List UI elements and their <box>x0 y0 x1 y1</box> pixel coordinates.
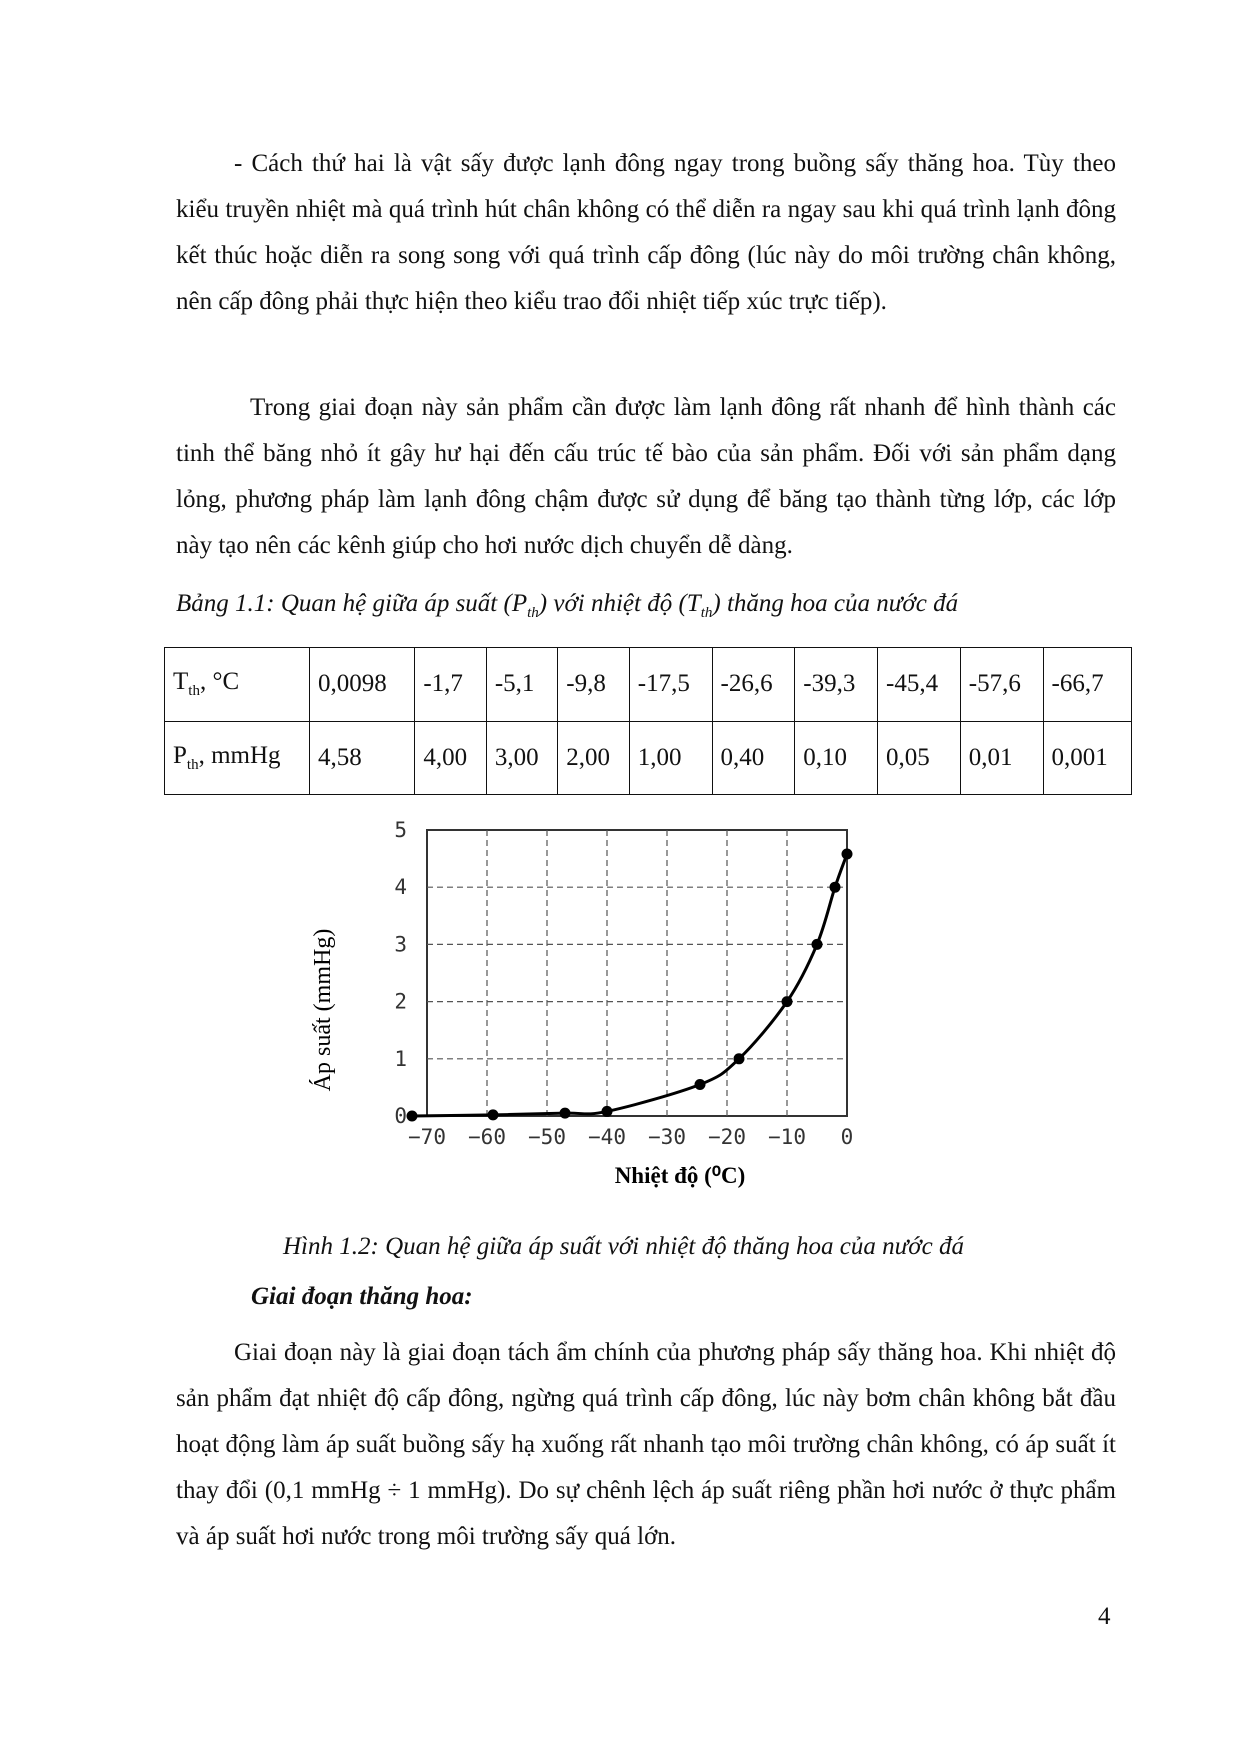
series-curve <box>412 854 847 1116</box>
data-point <box>842 849 853 860</box>
y-tick-label: 5 <box>394 818 407 842</box>
table-cell: -66,7 <box>1043 648 1132 722</box>
data-point <box>734 1053 745 1064</box>
table-cell: 1,00 <box>629 721 712 795</box>
x-tick-label: −40 <box>588 1125 626 1149</box>
x-tick-label: −10 <box>768 1125 806 1149</box>
table-cell: 2,00 <box>558 721 629 795</box>
data-point <box>830 882 841 893</box>
y-tick-label: 3 <box>394 932 407 957</box>
data-point <box>695 1079 706 1090</box>
x-axis-title: Nhiệt độ (⁰C) <box>614 1163 746 1188</box>
table-cell: -39,3 <box>795 648 878 722</box>
table-cell: -9,8 <box>558 648 629 722</box>
chart-svg <box>300 815 980 1195</box>
table-caption: Bảng 1.1: Quan hệ giữa áp suất $(P_{th})$ với nhiệt độ $(T_{th})$ thăng hoa của nước đá <box>176 590 959 621</box>
y-axis-title: Áp suất (mmHg) <box>310 928 336 1092</box>
row-header-temperature: $T_{th}$, °C <box>165 648 310 722</box>
paragraph-freezing-method: - Cách thứ hai là vật sấy được lạnh đông ngay trong buồng sấy thăng hoa. Tùy theo kiểu truyền nhiệt mà quá trình hút chân không có thể diễn ra ngay sau khi quá trình lạnh đông kết thúc hoặc diễn ra song song với quá trình cấp đông (lúc này do môi trường chân không, nên cấp đông phải thực hiện theo kiểu trao đổi nhiệt tiếp xúc trực tiếp). <box>176 150 1116 315</box>
table-cell: 0,01 <box>960 721 1043 795</box>
table-cell: -17,5 <box>629 648 712 722</box>
table-cell: 4,00 <box>415 721 486 795</box>
table-cell: -45,4 <box>878 648 961 722</box>
table-cell: -5,1 <box>486 648 557 722</box>
x-tick-label: −70 <box>408 1125 446 1149</box>
plot-frame <box>427 830 847 1116</box>
y-tick-label: 4 <box>394 875 407 900</box>
x-tick-label: −30 <box>648 1125 686 1149</box>
sublimation-table <box>164 647 1132 795</box>
table-cell: 4,58 <box>310 721 415 795</box>
table-cell: 0,001 <box>1043 721 1132 795</box>
x-tick-label: −60 <box>468 1125 506 1149</box>
row-header-pressure: $P_{th}$, mmHg <box>165 721 310 795</box>
table-cell: 0,10 <box>795 721 878 795</box>
x-tick-label: −20 <box>708 1125 746 1149</box>
y-tick-label: 2 <box>394 989 407 1014</box>
section-heading: Giai đoạn thăng hoa: <box>251 1283 473 1310</box>
table-row-temperature <box>165 648 1132 722</box>
data-point <box>488 1109 499 1120</box>
table-cell: 3,00 <box>486 721 557 795</box>
paragraph-sublimation-stage: Giai đoạn này là giai đoạn tách ẩm chính của phương pháp sấy thăng hoa. Khi nhiệt độ sản phẩm đạt nhiệt độ cấp đông, ngừng quá trình cấp đông, lúc này bơm chân không bắt đầu hoạt động làm áp suất buồng sấy hạ xuống rất nhanh tạo môi trường chân không, có áp suất ít thay đổi (0,1 mmHg ÷ 1 mmHg). Do sự chênh lệch áp suất riêng phần hơi nước ở thực phẩm và áp suất hơi nước trong môi trường sấy quá lớn. <box>176 1339 1116 1550</box>
data-point <box>812 939 823 950</box>
x-tick-label: 0 <box>840 1125 854 1149</box>
table-cell: 0,40 <box>712 721 795 795</box>
table-row-pressure <box>165 721 1132 795</box>
page-number: 4 <box>1098 1603 1111 1630</box>
data-point <box>782 996 793 1007</box>
y-tick-label: 0 <box>394 1104 407 1128</box>
pressure-temperature-chart <box>300 815 980 1195</box>
figure-caption: Hình 1.2: Quan hệ giữa áp suất với nhiệt độ thăng hoa của nước đá <box>283 1233 964 1260</box>
data-point <box>560 1108 571 1119</box>
x-tick-label: −50 <box>528 1125 566 1149</box>
table-cell: -26,6 <box>712 648 795 722</box>
table-cell: -1,7 <box>415 648 486 722</box>
paragraph-freezing-stage: Trong giai đoạn này sản phẩm cần được làm lạnh đông rất nhanh để hình thành các tinh thể băng nhỏ ít gây hư hại đến cấu trúc tế bào của sản phẩm. Đối với sản phẩm dạng lỏng, phương pháp làm lạnh đông chậm được sử dụng để băng tạo thành từng lớp, các lớp này tạo nên các kênh giúp cho hơi nước dịch chuyển dễ dàng. <box>176 394 1116 559</box>
y-tick-label: 1 <box>394 1046 407 1071</box>
data-point <box>602 1106 613 1117</box>
table-cell: 0,0098 <box>310 648 415 722</box>
table-cell: -57,6 <box>960 648 1043 722</box>
table-cell: 0,05 <box>878 721 961 795</box>
data-point <box>407 1111 418 1122</box>
